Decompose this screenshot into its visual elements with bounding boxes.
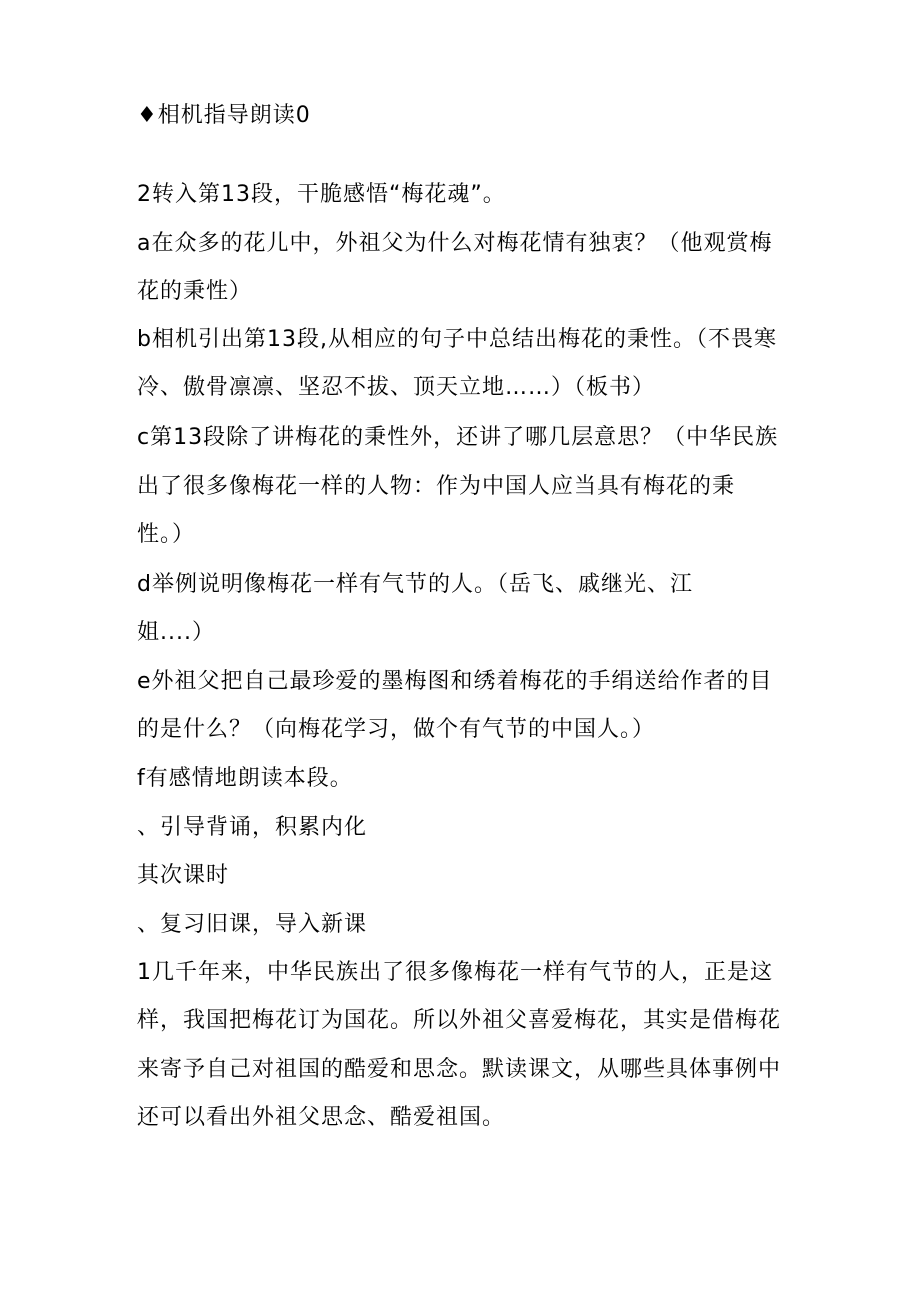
line-item-a-2: 花的秉性）: [137, 279, 253, 304]
line-item-e-2: 的是什么？（向梅花学习，做个有气节的中国人。）: [137, 717, 656, 742]
line-item-c-2: 出了很多像梅花一样的人物：作为中国人应当具有梅花的秉: [137, 474, 736, 499]
line-para-1-2: 样，我国把梅花订为国花。所以外祖父喜爱梅花，其实是借梅花: [137, 1008, 782, 1033]
line-item-b-2: 冷、傲骨凛凛、坚忍不拔、顶天立地……）（板书）: [137, 375, 656, 400]
line-para-1-4: 还可以看出外祖父思念、酷爱祖国。: [137, 1105, 506, 1130]
line-item-f: f有感情地朗读本段。: [137, 766, 353, 791]
line-item-c-1: c第13段除了讲梅花的秉性外，还讲了哪几层意思？（中华民族: [137, 425, 779, 450]
line-recite-section: 、引导背诵，积累内化: [137, 815, 368, 840]
line-item-d-1: d举例说明像梅花一样有气节的人。（岳飞、戚继光、江: [137, 572, 693, 597]
line-guided-reading: ♦相机指导朗读0: [137, 103, 311, 128]
line-para-1-1: 1几千年来，中华民族出了很多像梅花一样有气节的人，正是这: [137, 960, 773, 985]
line-item-b-1: b相机引出第13段,从相应的句子中总结出梅花的秉性。（不畏寒: [137, 327, 777, 352]
line-para-1-3: 来寄予自己对祖国的酷爱和思念。默读课文，从哪些具体事例中: [137, 1057, 782, 1082]
line-item-e-1: e外祖父把自己最珍爱的墨梅图和绣着梅花的手绢送给作者的目: [137, 669, 773, 694]
line-step-2: 2转入第13段，干脆感悟“梅花魂”。: [137, 182, 506, 207]
line-review-section: 、复习旧课，导入新课: [137, 912, 368, 937]
line-item-d-2: 姐....）: [137, 620, 215, 645]
line-item-a-1: a在众多的花儿中，外祖父为什么对梅花情有独衷？（他观赏梅: [137, 231, 773, 256]
line-item-c-3: 性。）: [137, 522, 196, 547]
line-second-lesson: 其次课时: [137, 863, 230, 888]
